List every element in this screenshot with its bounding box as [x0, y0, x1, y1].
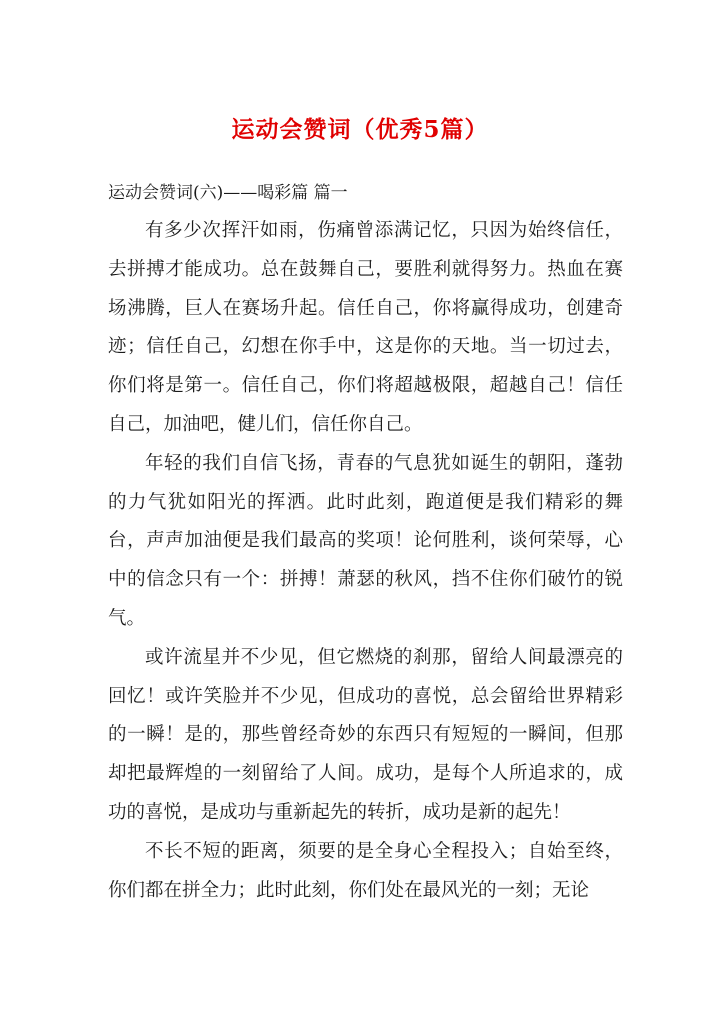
paragraph-3: 或许流星并不少见，但它燃烧的刹那，留给人间最漂亮的回忆！或许笑脸并不少见，但成功的喜悦，总会留给世界精彩的一瞬！是的，那些曾经奇妙的东西只有短短的一瞬间，但那却把最辉煌的一刻留给了人间。成功，是每个人所追求的，成功的喜悦，是成功与重新起先的转折，成功是新的起先！: [108, 646, 623, 823]
paragraph-1: 有多少次挥汗如雨，伤痛曾添满记忆，只因为始终信任，去拼搏才能成功。总在鼓舞自己，要胜利就得努力。热血在赛场沸腾，巨人在赛场升起。信任自己，你将赢得成功，创建奇迹；信任自己，幻想在你手中，这是你的天地。当一切过去，你们将是第一。信任自己，你们将超越极限，超越自己！信任自己，加油吧，健儿们，信任你自己。: [108, 220, 623, 435]
document-body: [108, 212, 623, 910]
section-heading: 运动会赞词(六)——喝彩篇 篇一: [108, 183, 348, 203]
paragraph-4: 不长不短的距离，须要的是全身心全程投入；自始至终，你们都在拼全力；此时此刻，你们处在最风光的一刻；无论: [108, 840, 623, 901]
paragraph-2: 年轻的我们自信飞扬，青春的气息犹如诞生的朝阳，蓬勃的力气犹如阳光的挥洒。此时此刻，跑道便是我们精彩的舞台，声声加油便是我们最高的奖项！论何胜利，谈何荣辱，心中的信念只有一个：拼搏！萧瑟的秋风，挡不住你们破竹的锐气。: [108, 452, 623, 629]
document-title: 运动会赞词（优秀5篇）: [231, 116, 489, 143]
